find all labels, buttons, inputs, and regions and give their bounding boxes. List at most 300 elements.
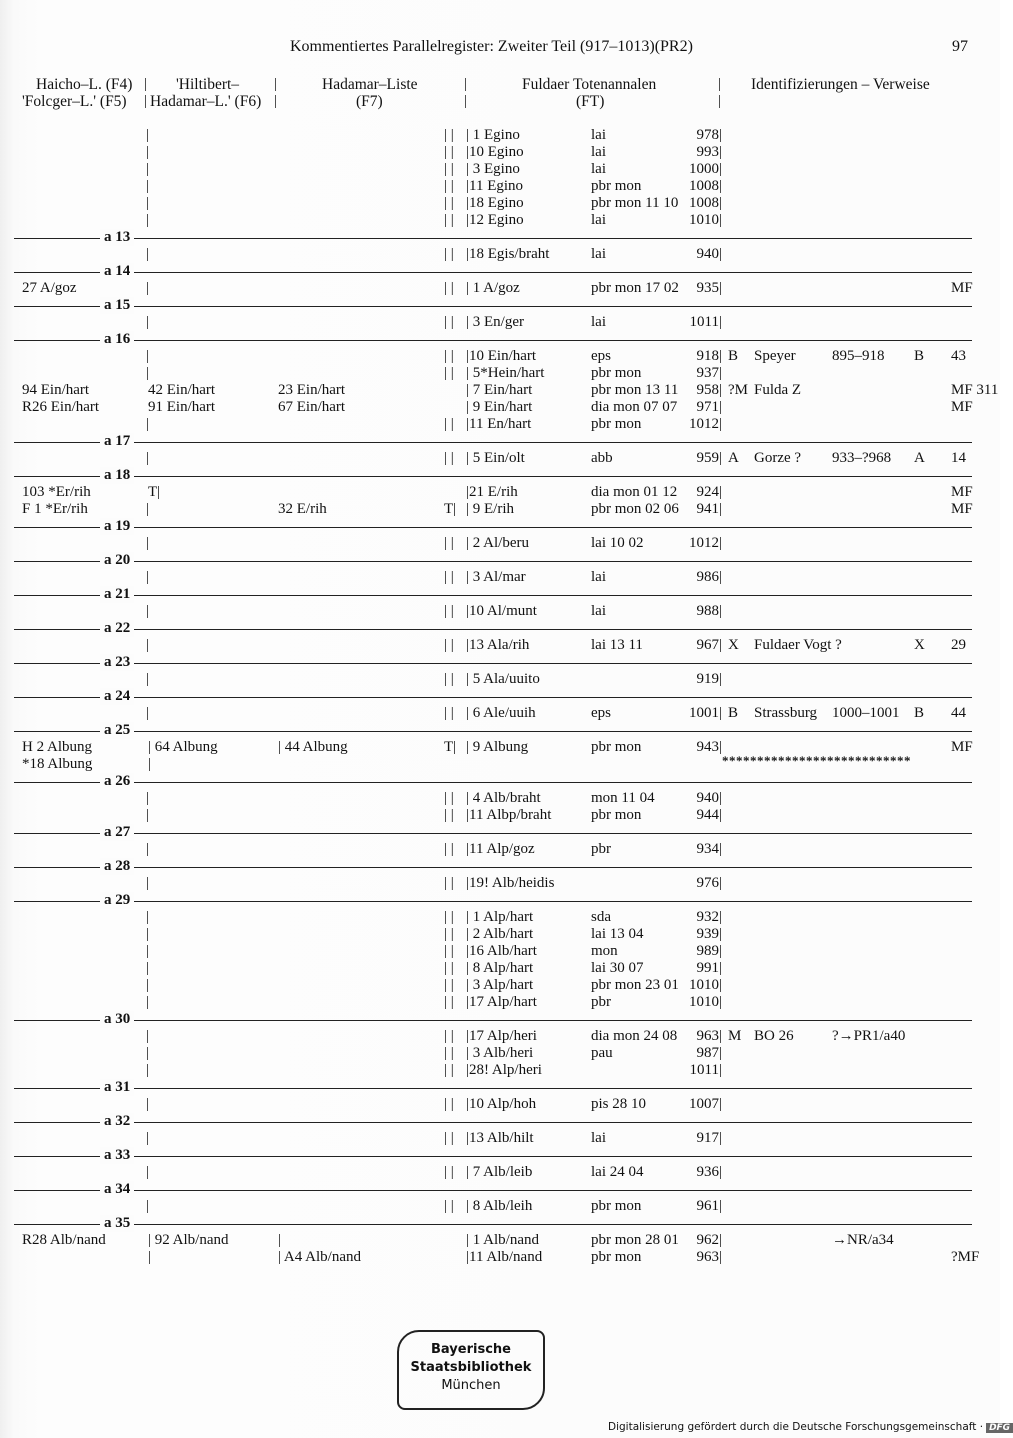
ident-place-cell: Fuldaer Vogt ? bbox=[754, 637, 842, 653]
ft-status-cell: pbr mon bbox=[591, 178, 642, 194]
ident-place-cell: Gorze ? bbox=[754, 450, 802, 466]
column-divider: | bbox=[146, 144, 150, 160]
library-stamp bbox=[397, 1330, 545, 1410]
divider-cell: | | bbox=[444, 671, 454, 687]
ident-ref-cell: B bbox=[914, 705, 925, 721]
ft-status-cell: lai bbox=[591, 127, 606, 143]
ft-status-cell: lai 13 04 bbox=[591, 926, 644, 942]
table-row bbox=[0, 994, 1000, 1011]
ft-year-cell: 1011| bbox=[689, 314, 722, 330]
ft-year-cell: 1008| bbox=[688, 178, 722, 194]
section-separator bbox=[0, 620, 1000, 637]
ft-name-cell: |17 Alp/hart bbox=[466, 994, 537, 1010]
divider-cell: | | bbox=[444, 314, 454, 330]
ft-name-cell: |10 Ein/hart bbox=[466, 348, 537, 364]
ft-name-cell: | 1 Alb/nand bbox=[466, 1232, 540, 1248]
ft-status-cell: pbr mon 17 02 bbox=[591, 280, 679, 296]
ft-status-cell: pis 28 10 bbox=[591, 1096, 647, 1112]
ft-status-cell: lai 10 02 bbox=[591, 535, 644, 551]
ft-year-cell: 976| bbox=[696, 875, 722, 891]
column-divider: | bbox=[146, 535, 150, 551]
section-label: a 33 bbox=[100, 1147, 134, 1164]
ft-status-cell: lai 30 07 bbox=[591, 960, 644, 976]
ft-name-cell: |12 Egino bbox=[466, 212, 524, 228]
ft-status-cell: lai bbox=[591, 314, 606, 330]
divider-cell: | | bbox=[444, 909, 454, 925]
divider-cell: T| bbox=[444, 739, 457, 755]
f6-cell: | 92 Alb/nand bbox=[148, 1232, 229, 1248]
ft-status-cell: pbr mon bbox=[591, 365, 642, 381]
column-header-f4: Haicho–L. (F4) bbox=[36, 76, 133, 93]
column-divider: | bbox=[146, 926, 150, 942]
divider-cell: | | bbox=[444, 994, 454, 1010]
ft-year-cell: 941| bbox=[696, 501, 722, 517]
section-separator bbox=[0, 824, 1000, 841]
separator-line bbox=[14, 663, 972, 664]
column-divider: | bbox=[146, 994, 150, 1010]
ft-name-cell: | 4 Alb/braht bbox=[466, 790, 541, 806]
table-row bbox=[0, 943, 1000, 960]
separator-line bbox=[14, 476, 972, 477]
divider-cell: | | bbox=[444, 926, 454, 942]
page-number: 97 bbox=[952, 38, 968, 55]
column-divider: | bbox=[146, 1062, 150, 1078]
ft-year-cell: 924| bbox=[696, 484, 722, 500]
f4-f5-cell: F 1 *Er/rih bbox=[22, 501, 88, 517]
table-row bbox=[0, 705, 1000, 722]
ft-year-cell: 934| bbox=[696, 841, 722, 857]
divider-cell: | | bbox=[444, 161, 454, 177]
section-label: a 26 bbox=[100, 773, 134, 790]
column-divider: | bbox=[146, 603, 150, 619]
table-row bbox=[0, 603, 1000, 620]
ft-year-cell: 989| bbox=[696, 943, 722, 959]
stamp-line-2: Staatsbibliothek bbox=[410, 1360, 532, 1375]
column-header-f6-line2: Hadamar–L.' (F6) bbox=[150, 93, 262, 110]
ident-place-cell: Speyer bbox=[754, 348, 796, 364]
divider-cell: | | bbox=[444, 603, 454, 619]
column-divider: | bbox=[146, 943, 150, 959]
section-separator bbox=[0, 586, 1000, 603]
section-label: a 17 bbox=[100, 433, 134, 450]
column-divider: | bbox=[146, 365, 150, 381]
section-separator bbox=[0, 229, 1000, 246]
ft-status-cell: pbr mon bbox=[591, 739, 642, 755]
ft-status-cell: pbr bbox=[591, 841, 611, 857]
ft-year-cell: 940| bbox=[696, 246, 722, 262]
f4-f5-cell: *18 Albung bbox=[22, 756, 93, 772]
divider-cell: | | bbox=[444, 1028, 454, 1044]
f6-cell: | 64 Albung bbox=[148, 739, 218, 755]
column-divider: | | bbox=[144, 76, 148, 109]
ft-name-cell: | 3 Alp/hart bbox=[466, 977, 534, 993]
table-row bbox=[0, 348, 1000, 365]
ident-code-cell: X bbox=[728, 637, 739, 653]
ident-number-cell: 29 bbox=[951, 637, 966, 653]
table-row bbox=[0, 382, 1000, 399]
section-separator bbox=[0, 1011, 1000, 1028]
section-separator bbox=[0, 1147, 1000, 1164]
table-row bbox=[0, 127, 1000, 144]
ft-status-cell: pbr mon 23 01 bbox=[591, 977, 679, 993]
ft-name-cell: | 5*Hein/hart bbox=[466, 365, 545, 381]
separator-line bbox=[14, 901, 972, 902]
table-row bbox=[0, 1028, 1000, 1045]
section-label: a 22 bbox=[100, 620, 134, 637]
ft-year-cell: 987| bbox=[696, 1045, 722, 1061]
ft-year-cell: 962| bbox=[696, 1232, 722, 1248]
separator-line bbox=[14, 731, 972, 732]
dfg-logo: DFG bbox=[986, 1423, 1013, 1433]
table-row bbox=[0, 212, 1000, 229]
ft-status-cell: lai bbox=[591, 246, 606, 262]
ft-name-cell: |13 Ala/rih bbox=[466, 637, 530, 653]
table-row bbox=[0, 195, 1000, 212]
divider-cell: | | bbox=[444, 960, 454, 976]
table-row bbox=[0, 399, 1000, 416]
ft-status-cell: lai 24 04 bbox=[591, 1164, 644, 1180]
table-row bbox=[0, 637, 1000, 654]
footer-text: Digitalisierung gefördert durch die Deutsche Forschungsgemeinschaft · bbox=[608, 1421, 984, 1433]
column-header-ft-line1: Fuldaer Totenannalen bbox=[522, 76, 657, 93]
table-row bbox=[0, 1198, 1000, 1215]
ident-date-cell: 1000–1001 bbox=[832, 705, 900, 721]
table-row bbox=[0, 1164, 1000, 1181]
ft-year-cell: 1011| bbox=[689, 1062, 722, 1078]
table-row bbox=[0, 501, 1000, 518]
asterisk-line: *************************** bbox=[722, 753, 911, 768]
section-separator bbox=[0, 518, 1000, 535]
ft-name-cell: |19! Alb/heidis bbox=[466, 875, 555, 891]
table-row bbox=[0, 977, 1000, 994]
column-divider: | bbox=[146, 841, 150, 857]
divider-cell: | | bbox=[444, 212, 454, 228]
column-divider: | bbox=[146, 875, 150, 891]
column-divider: | bbox=[146, 569, 150, 585]
column-divider: | bbox=[146, 705, 150, 721]
separator-line bbox=[14, 272, 972, 273]
ft-status-cell: lai bbox=[591, 603, 606, 619]
divider-cell: | | bbox=[444, 348, 454, 364]
ft-status-cell: eps bbox=[591, 705, 611, 721]
ft-name-cell: | 8 Alp/hart bbox=[466, 960, 534, 976]
section-label: a 23 bbox=[100, 654, 134, 671]
section-label: a 27 bbox=[100, 824, 134, 841]
ft-name-cell: |13 Alb/hilt bbox=[466, 1130, 534, 1146]
separator-line bbox=[14, 782, 972, 783]
ft-name-cell: | 3 En/ger bbox=[466, 314, 524, 330]
column-divider: | bbox=[146, 1164, 150, 1180]
separator-line bbox=[14, 1224, 972, 1225]
ft-name-cell: | 7 Ein/hart bbox=[466, 382, 533, 398]
section-label: a 19 bbox=[100, 518, 134, 535]
divider-cell: | | bbox=[444, 450, 454, 466]
table-row bbox=[0, 841, 1000, 858]
f4-f5-cell: 27 A/goz bbox=[22, 280, 77, 296]
divider-cell: | | bbox=[444, 280, 454, 296]
divider-cell: | | bbox=[444, 416, 454, 432]
column-divider: | bbox=[146, 280, 150, 296]
ft-name-cell: | 1 Egino bbox=[466, 127, 520, 143]
f7-cell: 23 Ein/hart bbox=[278, 382, 346, 398]
ft-status-cell: lai 13 11 bbox=[591, 637, 643, 653]
column-divider: | bbox=[146, 314, 150, 330]
separator-line bbox=[14, 1088, 972, 1089]
divider-cell: | | bbox=[444, 1096, 454, 1112]
ft-year-cell: 932| bbox=[696, 909, 722, 925]
section-label: a 31 bbox=[100, 1079, 134, 1096]
ft-name-cell: |16 Alb/hart bbox=[466, 943, 537, 959]
divider-cell: | | bbox=[444, 569, 454, 585]
ft-status-cell: lai bbox=[591, 569, 606, 585]
divider-cell: | | bbox=[444, 637, 454, 653]
ident-place-cell: Fulda Z bbox=[754, 382, 802, 398]
ft-name-cell: |11 En/hart bbox=[466, 416, 532, 432]
column-divider: | bbox=[146, 1130, 150, 1146]
ft-year-cell: 918| bbox=[696, 348, 722, 364]
table-row bbox=[0, 484, 1000, 501]
separator-line bbox=[14, 833, 972, 834]
stamp-line-1: Bayerische bbox=[431, 1342, 511, 1357]
separator-line bbox=[14, 340, 972, 341]
ft-name-cell: | 2 Al/beru bbox=[466, 535, 529, 551]
ft-status-cell: pbr mon bbox=[591, 1198, 642, 1214]
table-row bbox=[0, 926, 1000, 943]
section-label: a 21 bbox=[100, 586, 134, 603]
section-separator bbox=[0, 331, 1000, 348]
ft-year-cell: 963| bbox=[696, 1249, 722, 1265]
ident-number-cell: 14 bbox=[951, 450, 966, 466]
table-row bbox=[0, 450, 1000, 467]
table-row bbox=[0, 535, 1000, 552]
column-divider: | bbox=[146, 348, 150, 364]
divider-cell: | | bbox=[444, 875, 454, 891]
divider-cell: | | bbox=[444, 1130, 454, 1146]
f7-cell: | bbox=[278, 1232, 282, 1248]
ft-name-cell: |18 Egis/braht bbox=[466, 246, 550, 262]
column-divider: | bbox=[146, 637, 150, 653]
ident-date-cell: 895–918 bbox=[832, 348, 885, 364]
ident-code-cell: M bbox=[728, 1028, 742, 1044]
section-separator bbox=[0, 263, 1000, 280]
section-label: a 32 bbox=[100, 1113, 134, 1130]
ft-status-cell: lai bbox=[591, 212, 606, 228]
table-row bbox=[0, 807, 1000, 824]
ft-year-cell: 935| bbox=[696, 280, 722, 296]
table-row bbox=[0, 1232, 1000, 1249]
table-row bbox=[0, 1096, 1000, 1113]
column-divider: | bbox=[146, 416, 150, 432]
ft-name-cell: | 1 Alp/hart bbox=[466, 909, 534, 925]
ident-number-cell: MF bbox=[951, 739, 973, 755]
ft-name-cell: |21 E/rih bbox=[466, 484, 518, 500]
section-label: a 29 bbox=[100, 892, 134, 909]
ft-status-cell: sda bbox=[591, 909, 611, 925]
ft-status-cell: dia mon 07 07 bbox=[591, 399, 678, 415]
table-row bbox=[0, 365, 1000, 382]
column-divider: | bbox=[146, 960, 150, 976]
column-divider: | bbox=[146, 671, 150, 687]
ft-year-cell: 1000| bbox=[688, 161, 722, 177]
ft-year-cell: 1008| bbox=[688, 195, 722, 211]
ft-name-cell: |11 Egino bbox=[466, 178, 524, 194]
ident-date-cell: 933–?968 bbox=[832, 450, 892, 466]
separator-line bbox=[14, 1156, 972, 1157]
divider-cell: | | bbox=[444, 127, 454, 143]
column-divider: | bbox=[146, 807, 150, 823]
ident-code-cell: B bbox=[728, 705, 739, 721]
column-header-f6-line1: 'Hiltibert– bbox=[176, 76, 240, 93]
column-divider: | bbox=[146, 1198, 150, 1214]
divider-cell: | | bbox=[444, 195, 454, 211]
separator-line bbox=[14, 238, 972, 239]
section-label: a 15 bbox=[100, 297, 134, 314]
ident-date-cell: →NR/a34 bbox=[832, 1232, 894, 1248]
ft-year-cell: 939| bbox=[696, 926, 722, 942]
ft-status-cell: lai bbox=[591, 161, 606, 177]
divider-cell: | | bbox=[444, 943, 454, 959]
divider-cell: | | bbox=[444, 1198, 454, 1214]
section-separator bbox=[0, 892, 1000, 909]
separator-line bbox=[14, 595, 972, 596]
separator-line bbox=[14, 697, 972, 698]
divider-cell: | | bbox=[444, 807, 454, 823]
ft-status-cell: lai bbox=[591, 144, 606, 160]
ft-status-cell: abb bbox=[591, 450, 613, 466]
ft-name-cell: | 6 Ale/uuih bbox=[466, 705, 536, 721]
table-row bbox=[0, 1045, 1000, 1062]
section-separator bbox=[0, 467, 1000, 484]
ft-year-cell: 963| bbox=[696, 1028, 722, 1044]
column-divider: | bbox=[146, 1028, 150, 1044]
ft-year-cell: 967| bbox=[696, 637, 722, 653]
ft-name-cell: | 8 Alb/leih bbox=[466, 1198, 533, 1214]
ft-year-cell: 1012| bbox=[688, 535, 722, 551]
ft-status-cell: pau bbox=[591, 1045, 613, 1061]
table-row bbox=[0, 790, 1000, 807]
ident-number-cell: MF bbox=[951, 280, 973, 296]
ident-code-cell: A bbox=[728, 450, 739, 466]
ident-date-cell: ?→PR1/a40 bbox=[832, 1028, 906, 1044]
section-separator bbox=[0, 722, 1000, 739]
ft-name-cell: |10 Al/munt bbox=[466, 603, 537, 619]
ft-year-cell: 944| bbox=[696, 807, 722, 823]
ft-year-cell: 961| bbox=[696, 1198, 722, 1214]
section-label: a 25 bbox=[100, 722, 134, 739]
divider-cell: | | bbox=[444, 365, 454, 381]
f4-f5-cell: 103 *Er/rih bbox=[22, 484, 91, 500]
section-label: a 30 bbox=[100, 1011, 134, 1028]
column-divider: | bbox=[146, 127, 150, 143]
ident-number-cell: MF bbox=[951, 399, 973, 415]
ft-year-cell: 959| bbox=[696, 450, 722, 466]
section-label: a 35 bbox=[100, 1215, 134, 1232]
separator-line bbox=[14, 1190, 972, 1191]
column-divider: | bbox=[146, 450, 150, 466]
ft-status-cell: mon bbox=[591, 943, 618, 959]
ft-status-cell: pbr mon bbox=[591, 416, 642, 432]
ft-year-cell: 1012| bbox=[688, 416, 722, 432]
ft-year-cell: 940| bbox=[696, 790, 722, 806]
ft-name-cell: | 9 Ein/hart bbox=[466, 399, 533, 415]
column-header-f7-line1: Hadamar–Liste bbox=[322, 76, 418, 93]
ft-name-cell: | 3 Alb/heri bbox=[466, 1045, 534, 1061]
section-label: a 24 bbox=[100, 688, 134, 705]
stamp-line-3: München bbox=[441, 1378, 501, 1393]
ft-status-cell: lai bbox=[591, 1130, 606, 1146]
column-divider: | bbox=[146, 1045, 150, 1061]
ft-name-cell: |11 Alb/nand bbox=[466, 1249, 543, 1265]
divider-cell: | | bbox=[444, 977, 454, 993]
ft-year-cell: 919| bbox=[696, 671, 722, 687]
ft-name-cell: | 9 E/rih bbox=[466, 501, 514, 517]
section-label: a 34 bbox=[100, 1181, 134, 1198]
ident-place-cell: Strassburg bbox=[754, 705, 818, 721]
ft-name-cell: | 7 Alb/leib bbox=[466, 1164, 533, 1180]
ft-year-cell: 978| bbox=[696, 127, 722, 143]
column-divider: | bbox=[146, 977, 150, 993]
ident-ref-cell: A bbox=[914, 450, 925, 466]
section-separator bbox=[0, 1079, 1000, 1096]
table-row bbox=[0, 314, 1000, 331]
table-row bbox=[0, 161, 1000, 178]
ft-year-cell: 1007| bbox=[688, 1096, 722, 1112]
table-row bbox=[0, 246, 1000, 263]
ft-status-cell: dia mon 01 12 bbox=[591, 484, 678, 500]
f6-cell: 42 Ein/hart bbox=[148, 382, 216, 398]
section-separator bbox=[0, 1113, 1000, 1130]
column-header-ft-line2: (FT) bbox=[576, 93, 605, 110]
f4-f5-cell: R26 Ein/hart bbox=[22, 399, 100, 415]
table-row bbox=[0, 875, 1000, 892]
column-header-f7-line2: (F7) bbox=[356, 93, 383, 110]
f7-cell: | A4 Alb/nand bbox=[278, 1249, 362, 1265]
column-divider: | bbox=[146, 246, 150, 262]
f4-f5-cell: H 2 Albung bbox=[22, 739, 93, 755]
ft-year-cell: 936| bbox=[696, 1164, 722, 1180]
ft-year-cell: 988| bbox=[696, 603, 722, 619]
ft-name-cell: | 1 A/goz bbox=[466, 280, 520, 296]
column-header-identifications: Identifizierungen – Verweise bbox=[751, 76, 930, 93]
column-divider: | bbox=[146, 178, 150, 194]
ft-status-cell: eps bbox=[591, 348, 611, 364]
f4-f5-cell: 94 Ein/hart bbox=[22, 382, 90, 398]
ft-year-cell: 958| bbox=[696, 382, 722, 398]
ft-name-cell: | 5 Ein/olt bbox=[466, 450, 525, 466]
ident-code-cell: ?M bbox=[728, 382, 748, 398]
divider-cell: | | bbox=[444, 790, 454, 806]
ft-name-cell: |18 Egino bbox=[466, 195, 524, 211]
section-separator bbox=[0, 773, 1000, 790]
ft-name-cell: |17 Alp/heri bbox=[466, 1028, 537, 1044]
section-label: a 28 bbox=[100, 858, 134, 875]
column-divider: | | bbox=[274, 76, 278, 109]
column-divider: | | bbox=[464, 76, 468, 109]
ident-number-cell: 44 bbox=[951, 705, 966, 721]
f6-cell: T| bbox=[148, 484, 161, 500]
table-row bbox=[0, 144, 1000, 161]
ft-name-cell: | 9 Albung bbox=[466, 739, 529, 755]
ft-name-cell: |11 Albp/braht bbox=[466, 807, 552, 823]
table-row bbox=[0, 280, 1000, 297]
table-row bbox=[0, 1062, 1000, 1079]
separator-line bbox=[14, 442, 972, 443]
table-row bbox=[0, 909, 1000, 926]
separator-line bbox=[14, 527, 972, 528]
column-divider: | bbox=[146, 501, 150, 517]
divider-cell: | | bbox=[444, 178, 454, 194]
divider-cell: T| bbox=[444, 501, 457, 517]
